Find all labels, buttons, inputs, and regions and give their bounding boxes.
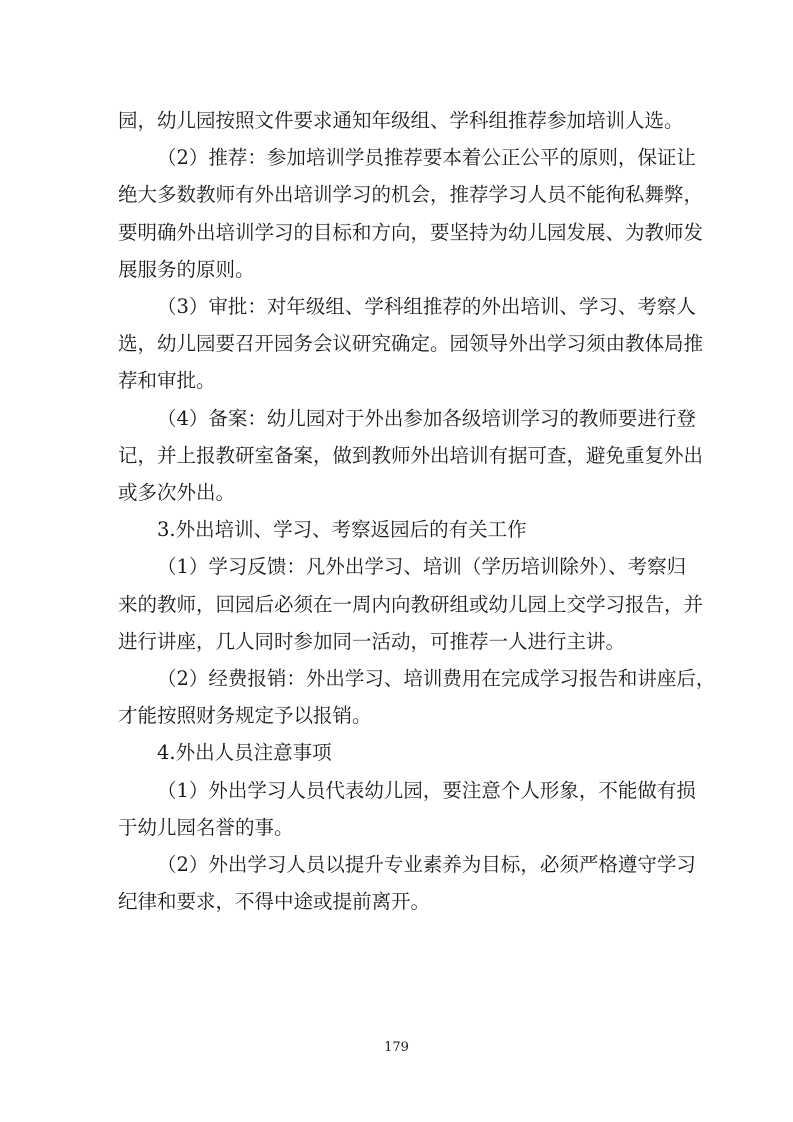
paragraph [118, 660, 716, 734]
text-line: （2）推荐：参加培训学员推荐要本着公正公平的原则，保证让 [157, 146, 696, 170]
section-heading [118, 511, 678, 548]
text-line: （2）外出学习人员以提升专业素养为目标，必须严格遵守学习 [157, 853, 696, 877]
text-line: 来的教师，回园后必须在一周内向教研组或幼儿园上交学习报告，并 [118, 592, 704, 616]
text-line: （4）备案：幼儿园对于外出参加各级培训学习的教师要进行登 [157, 406, 696, 430]
text-line: 进行讲座，几人同时参加同一活动，可推荐一人进行主讲。 [118, 629, 626, 653]
text-line: 记，并上报教研室备案，做到教师外出培训有据可查，避免重复外出 [118, 443, 704, 467]
paragraph [118, 139, 704, 288]
page-number: 179 [384, 1040, 409, 1055]
text-line: 绝大多数教师有外出培训学习的机会，推荐学习人员不能徇私舞弊， [118, 183, 704, 207]
text-line: 展服务的原则。 [118, 257, 255, 281]
text-line: （2）经费报销：外出学习、培训费用在完成学习报告和讲座后， [157, 667, 716, 691]
text-line: （1）外出学习人员代表幼儿园，要注意个人形象，不能做有损 [157, 778, 696, 802]
text-line: 选，幼儿园要召开园务会议研究确定。园领导外出学习须由教体局推 [118, 332, 704, 356]
text-line: 才能按照财务规定予以报销。 [118, 704, 372, 728]
text-line: 于幼儿园名誉的事。 [118, 815, 294, 839]
paragraph [118, 846, 696, 920]
text-line: 园，幼儿园按照文件要求通知年级组、学科组推荐参加培训人选。 [118, 109, 684, 132]
document-body [118, 102, 716, 920]
heading-text: 3.外出培训、学习、考察返园后的有关工作 [157, 518, 527, 542]
paragraph [118, 548, 704, 660]
text-line: 要明确外出培训学习的目标和方向，要坚持为幼儿园发展、为教师发 [118, 220, 704, 244]
text-line: 或多次外出。 [118, 481, 236, 505]
text-line: 荐和审批。 [118, 369, 216, 393]
paragraph [118, 400, 704, 512]
section-heading [118, 734, 678, 771]
text-line: （1）学习反馈：凡外出学习、培训（学历培训除外）、考察归 [157, 555, 687, 579]
text-line: （3）审批：对年级组、学科组推荐的外出培训、学习、考察人 [157, 295, 696, 319]
paragraph [118, 772, 696, 846]
paragraph [118, 102, 684, 139]
paragraph [118, 288, 704, 400]
text-line: 纪律和要求，不得中途或提前离开。 [118, 890, 431, 914]
heading-text: 4.外出人员注意事项 [157, 741, 332, 765]
